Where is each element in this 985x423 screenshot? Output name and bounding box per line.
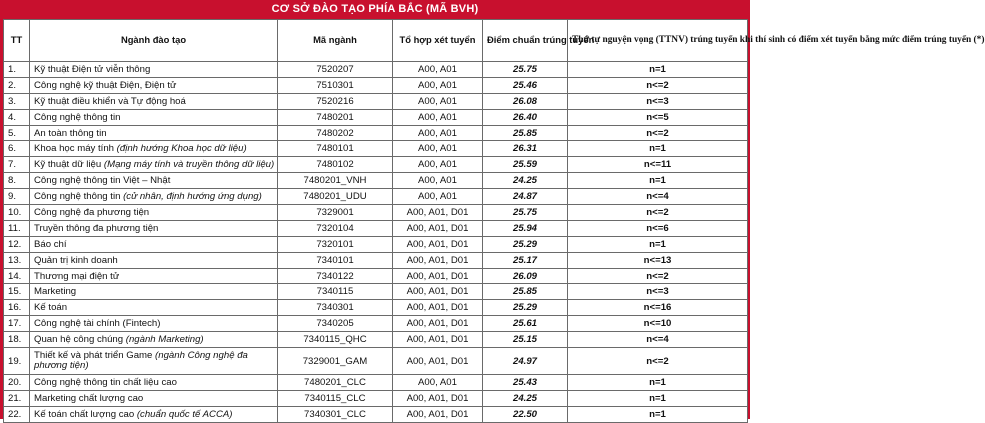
program-name (30, 205, 278, 221)
program-code: 7480201_UDU (278, 189, 393, 205)
cutoff-score: 25.61 (483, 316, 568, 332)
cutoff-score: 26.08 (483, 93, 568, 109)
program-note: (ngành Marketing) (125, 334, 204, 346)
ttnv-value: n<=4 (568, 189, 748, 205)
table-row (4, 406, 748, 422)
program-code: 7340101 (278, 252, 393, 268)
row-number: 4. (4, 109, 30, 125)
ttnv-value: n=1 (568, 62, 748, 78)
table-row (4, 268, 748, 284)
subject-combination: A00, A01 (393, 157, 483, 173)
program-name (30, 252, 278, 268)
ttnv-value: n<=10 (568, 316, 748, 332)
cutoff-score: 25.75 (483, 205, 568, 221)
row-number: 1. (4, 62, 30, 78)
row-number: 16. (4, 300, 30, 316)
program-name-text: Kỹ thuật dữ liệu (34, 159, 104, 171)
ttnv-value: n<=13 (568, 252, 748, 268)
program-code: 7340122 (278, 268, 393, 284)
subject-combination: A00, A01, D01 (393, 332, 483, 348)
subject-combination: A00, A01, D01 (393, 284, 483, 300)
header-combo: Tổ hợp xét tuyển (393, 20, 483, 62)
subject-combination: A00, A01 (393, 77, 483, 93)
row-number: 10. (4, 205, 30, 221)
table-row (4, 348, 748, 375)
table-row (4, 316, 748, 332)
program-name-text: Kế toán chất lượng cao (34, 408, 137, 420)
program-name-text: Kỹ thuật Điện tử viễn thông (34, 63, 151, 75)
program-name-text: An toàn thông tin (34, 127, 107, 139)
program-name-text: Công nghệ thông tin (34, 191, 124, 203)
program-note: (định hướng Khoa học dữ liệu) (116, 143, 247, 155)
table-row (4, 332, 748, 348)
row-number: 21. (4, 390, 30, 406)
program-name (30, 390, 278, 406)
row-number: 5. (4, 125, 30, 141)
table-row (4, 236, 748, 252)
row-number: 22. (4, 406, 30, 422)
program-name (30, 109, 278, 125)
program-name (30, 189, 278, 205)
ttnv-value: n<=3 (568, 93, 748, 109)
table-row (4, 300, 748, 316)
table-row (4, 62, 748, 78)
table-title: CƠ SỞ ĐÀO TẠO PHÍA BẮC (MÃ BVH) (271, 3, 479, 15)
program-name-text: Công nghệ kỹ thuật Điện, Điện tử (34, 79, 177, 91)
program-note: (Mạng máy tính và truyền thông dữ liệu) (103, 159, 275, 171)
program-name (30, 284, 278, 300)
row-number: 14. (4, 268, 30, 284)
admission-scores-table (3, 19, 985, 423)
cutoff-score: 25.17 (483, 252, 568, 268)
program-name (30, 220, 278, 236)
table-row (4, 252, 748, 268)
row-number: 18. (4, 332, 30, 348)
table-row (4, 141, 748, 157)
program-code: 7329001_GAM (278, 348, 393, 375)
cutoff-score: 25.75 (483, 62, 568, 78)
program-name-text: Kế toán (34, 302, 68, 314)
program-name-text: Báo chí (34, 238, 67, 250)
cutoff-score: 25.43 (483, 375, 568, 391)
cutoff-score: 24.25 (483, 390, 568, 406)
program-code: 7480201 (278, 109, 393, 125)
table-row (4, 125, 748, 141)
program-name-text: Công nghệ tài chính (Fintech) (34, 318, 161, 330)
program-code: 7340301 (278, 300, 393, 316)
row-number: 6. (4, 141, 30, 157)
subject-combination: A00, A01, D01 (393, 390, 483, 406)
subject-combination: A00, A01 (393, 109, 483, 125)
program-name (30, 62, 278, 78)
row-number: 13. (4, 252, 30, 268)
header-code: Mã ngành (278, 20, 393, 62)
program-name (30, 157, 278, 173)
subject-combination: A00, A01, D01 (393, 268, 483, 284)
subject-combination: A00, A01 (393, 141, 483, 157)
table-row (4, 220, 748, 236)
program-name-text: Truyền thông đa phương tiện (34, 222, 159, 234)
program-name (30, 268, 278, 284)
ttnv-value: n=1 (568, 173, 748, 189)
program-code: 7340301_CLC (278, 406, 393, 422)
ttnv-value: n<=5 (568, 109, 748, 125)
ttnv-value: n<=4 (568, 332, 748, 348)
row-number: 3. (4, 93, 30, 109)
cutoff-score: 24.87 (483, 189, 568, 205)
program-code: 7480201_CLC (278, 375, 393, 391)
program-name-text: Marketing (34, 286, 77, 298)
program-name (30, 141, 278, 157)
subject-combination: A00, A01 (393, 125, 483, 141)
program-code: 7340115_QHC (278, 332, 393, 348)
row-number: 17. (4, 316, 30, 332)
table-row (4, 284, 748, 300)
row-number: 12. (4, 236, 30, 252)
cutoff-score: 25.59 (483, 157, 568, 173)
cutoff-score: 25.94 (483, 220, 568, 236)
program-name-text: Công nghệ thông tin Việt – Nhật (34, 175, 171, 187)
cutoff-score: 24.97 (483, 348, 568, 375)
table-row (4, 205, 748, 221)
ttnv-value: n<=2 (568, 77, 748, 93)
table-row (4, 109, 748, 125)
table-row (4, 157, 748, 173)
row-number: 11. (4, 220, 30, 236)
ttnv-value: n<=2 (568, 268, 748, 284)
row-number: 8. (4, 173, 30, 189)
subject-combination: A00, A01, D01 (393, 252, 483, 268)
cutoff-score: 25.85 (483, 125, 568, 141)
table-row (4, 77, 748, 93)
program-code: 7320104 (278, 220, 393, 236)
program-name (30, 93, 278, 109)
row-number: 9. (4, 189, 30, 205)
row-number: 7. (4, 157, 30, 173)
subject-combination: A00, A01 (393, 173, 483, 189)
subject-combination: A00, A01, D01 (393, 348, 483, 375)
cutoff-score: 26.09 (483, 268, 568, 284)
row-number: 15. (4, 284, 30, 300)
row-number: 2. (4, 77, 30, 93)
ttnv-value: n=1 (568, 141, 748, 157)
program-code: 7480102 (278, 157, 393, 173)
program-name-text: Thương mại điện tử (34, 270, 120, 282)
program-name-text: Quản trị kinh doanh (34, 254, 118, 266)
program-name-text: Quan hệ công chúng (34, 334, 126, 346)
program-name (30, 300, 278, 316)
program-code: 7340115 (278, 284, 393, 300)
program-name-text: Thiết kế và phát triển Game (34, 349, 156, 361)
program-code: 7340115_CLC (278, 390, 393, 406)
table-header-row (4, 20, 748, 62)
table-row (4, 375, 748, 391)
header-score: Điểm chuẩn trúng tuyển (483, 20, 568, 62)
cutoff-score: 24.25 (483, 173, 568, 189)
cutoff-score: 22.50 (483, 406, 568, 422)
table-row (4, 173, 748, 189)
subject-combination: A00, A01 (393, 189, 483, 205)
ttnv-value: n<=2 (568, 205, 748, 221)
program-name-text: Công nghệ thông tin (34, 111, 121, 123)
program-name-text: Marketing chất lượng cao (34, 392, 144, 404)
program-name (30, 316, 278, 332)
subject-combination: A00, A01, D01 (393, 205, 483, 221)
program-name (30, 348, 278, 375)
cutoff-score: 26.40 (483, 109, 568, 125)
program-code: 7480201_VNH (278, 173, 393, 189)
program-code: 7480202 (278, 125, 393, 141)
cutoff-score: 25.29 (483, 300, 568, 316)
program-code: 7480101 (278, 141, 393, 157)
cutoff-score: 25.46 (483, 77, 568, 93)
ttnv-value: n<=16 (568, 300, 748, 316)
ttnv-value: n<=6 (568, 220, 748, 236)
program-note: (ngành Công nghệ đa phương tiện) (34, 349, 248, 372)
ttnv-value: n<=3 (568, 284, 748, 300)
subject-combination: A00, A01, D01 (393, 300, 483, 316)
ttnv-value: n=1 (568, 390, 748, 406)
header-program: Ngành đào tạo (30, 20, 278, 62)
program-note: (cử nhân, định hướng ứng dụng) (123, 191, 262, 203)
ttnv-value: n=1 (568, 236, 748, 252)
table-row (4, 93, 748, 109)
ttnv-value: n=1 (568, 375, 748, 391)
subject-combination: A00, A01, D01 (393, 236, 483, 252)
ttnv-value: n<=2 (568, 125, 748, 141)
program-name-text: Khoa học máy tính (34, 143, 117, 155)
header-ttnv: Thứ tự nguyện vọng (TTNV) trúng tuyển khi thí sinh có điểm xét tuyển bằng mức điểm trúng tuyển (*) (568, 20, 748, 62)
header-tt: TT (4, 20, 30, 62)
subject-combination: A00, A01, D01 (393, 406, 483, 422)
row-number: 19. (4, 348, 30, 375)
row-number: 20. (4, 375, 30, 391)
program-code: 7510301 (278, 77, 393, 93)
cutoff-score: 26.31 (483, 141, 568, 157)
subject-combination: A00, A01, D01 (393, 316, 483, 332)
program-name (30, 375, 278, 391)
table-row (4, 189, 748, 205)
program-name (30, 236, 278, 252)
program-name (30, 77, 278, 93)
table-row (4, 390, 748, 406)
program-code: 7329001 (278, 205, 393, 221)
subject-combination: A00, A01 (393, 62, 483, 78)
program-name-text: Công nghệ đa phương tiện (34, 206, 150, 218)
ttnv-value: n=1 (568, 406, 748, 422)
program-note: (chuẩn quốc tế ACCA) (136, 408, 233, 420)
program-code: 7520207 (278, 62, 393, 78)
ttnv-value: n<=2 (568, 348, 748, 375)
program-code: 7520216 (278, 93, 393, 109)
subject-combination: A00, A01, D01 (393, 220, 483, 236)
cutoff-score: 25.85 (483, 284, 568, 300)
program-code: 7320101 (278, 236, 393, 252)
program-name-text: Công nghệ thông tin chất liệu cao (34, 376, 177, 388)
program-code: 7340205 (278, 316, 393, 332)
program-name (30, 406, 278, 422)
program-name (30, 125, 278, 141)
cutoff-score: 25.15 (483, 332, 568, 348)
subject-combination: A00, A01 (393, 93, 483, 109)
ttnv-value: n<=11 (568, 157, 748, 173)
program-name (30, 173, 278, 189)
program-name-text: Kỹ thuật điều khiển và Tự động hoá (34, 95, 186, 107)
program-name (30, 332, 278, 348)
cutoff-score: 25.29 (483, 236, 568, 252)
subject-combination: A00, A01 (393, 375, 483, 391)
